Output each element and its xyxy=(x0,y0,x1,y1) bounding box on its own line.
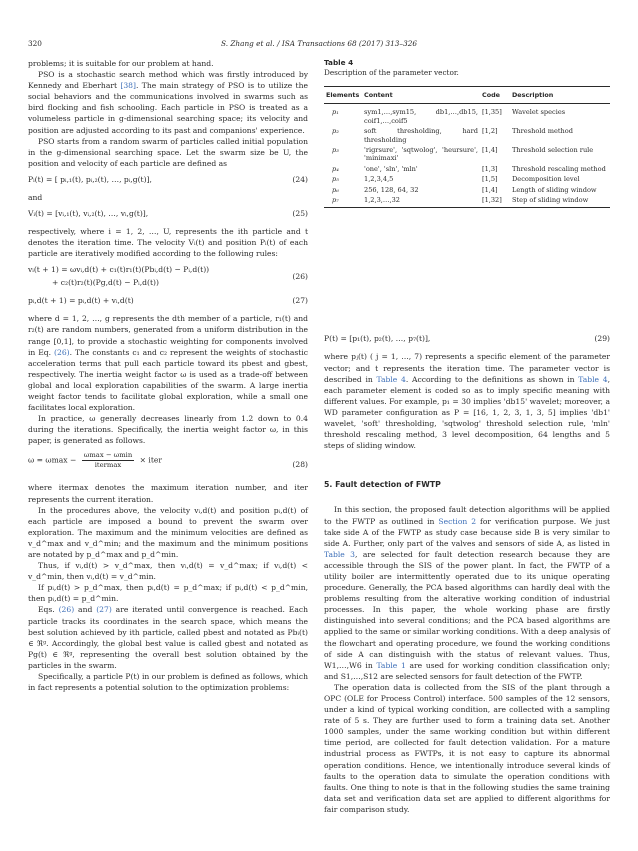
paragraph: where pⱼ(t) ( j = 1, …, 7) represents a specific element of the parameter vector; and t represents the iteration time. The parameter vector is described in Table 4. According to the definitions as shown in Table 4, each parameter element is coded so as to imply specific meaning with different values. For example, p₁ = 30 implies 'db15' wavelet; moreover, a WD parameter configuration as P = [16, 1, 2, 3, 1, 3, 5] implies 'db1' wavelet, 'soft' thresholding, 'sqtwolog' threshold selection rule, 'mln' threshold rescaling method, 3 level decomposition, 64 lengths and 5 steps of sliding window. xyxy=(324,352,611,451)
left-column xyxy=(28,58,308,693)
paragraph: In practice, ω generally decreases linearly from 1.2 down to 0.4 during the iterations. Specifically, the inertia weight factor ω, in this paper, is generated as follows. xyxy=(28,414,308,446)
paragraph: If pᵢ,d(t) > p_d^max, then pᵢ,d(t) = p_d^max; if pᵢ,d(t) < p_d^min, then pᵢ,d(t) = p_d^min. xyxy=(28,583,308,604)
table-row: p₆ 256, 128, 64, 32 [1,4] Length of sliding window xyxy=(332,185,597,194)
table-row: p₁ sym1,…,sym15, db1,…,db15, coif1,…,coif5 [1,35] Wavelet species xyxy=(332,108,566,125)
paragraph: The operation data is collected from the SIS of the plant through a OPC (OLE for Process Control) interface. 500 samples of the 12 sensors, under a kind of typical working condition, are collected with a sampling rate of 5 s. They are further used to form a training data set. Another 1000 samples, under the same working condition but within different time period, are collected for fault detection validation. For a mature industrial process as FWTPs, it is not easy to capture its abnormal operation conditions. Hence, we intentionally introduce several kinds of faults to the operation data to simulate the operation conditions with faults. One thing to note is that in the following studies the same training data set and verification data set are applied to different algorithms for fair comparison study. xyxy=(324,682,610,814)
equation-29: P(t) = [p₁(t), p₂(t), …, p₇(t)], (29) xyxy=(324,334,610,344)
citation-link[interactable]: [38] xyxy=(120,81,136,91)
table-header: Content xyxy=(362,87,480,104)
equation-link[interactable]: (27) xyxy=(96,605,112,615)
equation-link[interactable]: (26) xyxy=(58,605,75,615)
table-header: Description xyxy=(510,87,610,104)
table-link[interactable]: Table 4 xyxy=(376,374,406,384)
table-row: p₄ 'one', 'sln', 'mln' [1,3] Threshold rescaling method xyxy=(332,164,606,173)
table-link[interactable]: Table 1 xyxy=(376,660,406,670)
equation-26: vᵢ(t + 1) = ωvᵢ,d(t) + c₁(t)r₁(t)(Pbᵢ,d(t) − Pᵢ,d(t)) + c₂(t)r₂(t)(Pg,d(t) − Pᵢ,d(t)) (26) xyxy=(28,265,308,288)
equation-number: (24) xyxy=(292,174,308,184)
equation-27: pᵢ,d(t + 1) = pᵢ,d(t) + vᵢ,d(t) (27) xyxy=(28,296,308,306)
paragraph: Thus, if vᵢ,d(t) > v_d^max, then vᵢ,d(t) = v_d^max; if vᵢ,d(t) < v_d^min, then vᵢ,d(t) = v_d^min. xyxy=(28,561,308,582)
equation-number: (25) xyxy=(292,209,308,219)
table-row: p₅ 1,2,3,4,5 [1,5] Decomposition level xyxy=(332,175,580,184)
table-header: Code xyxy=(480,87,510,104)
equation-25: Vᵢ(t) = [vᵢ,₁(t), vᵢ,₂(t), …, vᵢ,g(t)], (25) xyxy=(28,209,308,219)
table-row: p₃ 'rigrsure', 'sqtwolog', 'heursure', 'minimaxi' [1,4] Threshold selection rule xyxy=(332,146,594,163)
paragraph: respectively, where i = 1, 2, …, U, represents the ith particle and t denotes the iteration time. The velocity Vᵢ(t) and position Pᵢ(t) of each particle are iteratively modified according to the following rules: xyxy=(28,227,308,259)
table-link[interactable]: Table 4 xyxy=(578,374,608,384)
paragraph-pso-intro: PSO is a stochastic search method which was firstly introduced by Kennedy and Eberhart [38]. The main strategy of PSO is to utilize the social behaviors and the communications involved in swarms such as bird flocking and fish schooling. Each particle in PSO is treated as a volumeless particle in g-dimensional searching space; its velocity and position are adjusted according to its past and companions' experience. xyxy=(28,70,308,135)
equation-number: (28) xyxy=(292,460,308,470)
paragraph: problems; it is suitable for our problem at hand. xyxy=(28,59,214,68)
page-number: 320 xyxy=(28,39,42,48)
paragraph: PSO starts from a random swarm of particles called initial population in the g-dimensional searching space. Let the swarm size be U, the position and velocity of each particle are defined as xyxy=(28,136,308,168)
table-row: p₂ soft thresholding, hard thresholding [1,2] Threshold method xyxy=(332,127,573,144)
equation-number: (29) xyxy=(594,334,610,344)
page-header xyxy=(0,37,638,51)
right-column xyxy=(324,58,610,815)
section-link[interactable]: Section 2 xyxy=(438,516,477,526)
equation-number: (27) xyxy=(292,296,308,306)
paragraph: In this section, the proposed fault detection algorithms will be applied to the FWTP as outlined in Section 2 for verification purpose. We just take side A of the FWTP as study case because side B is very similar to side A. Further, only part of the valves and sensors of side A, as listed in Table 3, are selected for fault detection research because they are accessible through the SIS of the power plant. In fact, the FWTP of a utility boiler are intermittently operated due to its unique operating procedure. Generally, the PCA based algorithms can hardly deal with the problems resulting from the alterative working condition of industrial processes. In this paper, the whole working phase are firstly distinguished into several conditions; and the PCA based algorithms are applied to the same or similar working conditions. With a deep analysis of the flowchart and operating procedure, we found the working conditions of side A can distinguish with the status of relevant values. Thus, W1,…,W6 in Table 1 are used for working condition classification only; and S1,…,S12 are selected sensors for fault detection of the FWTP. xyxy=(324,505,611,681)
paragraph: where d = 1, 2, …, g represents the dth member of a particle, r₁(t) and r₂(t) are random numbers, generated from a uniform distribution in the range [0,1], to provide a stochastic weighting for components involved in Eq. (26). The constants c₁ and c₂ represent the weights of stochastic acceleration terms that pull each particle toward its pbest and gbest, respectively. The inertia weight factor ω is used as a trade-off between global and local exploration capabilities of the swarm. A large inertia weight factor tends to facilitate global exploration, while a small one facilitates local exploration. xyxy=(28,314,308,413)
paragraph: where itermax denotes the maximum iteration number, and iter represents the current iteration. xyxy=(28,483,308,504)
table-row: p₇ 1,2,3,…,32 [1,32] Step of sliding window xyxy=(324,195,610,208)
equation-28: ω = ωmax − ωmax − ωmin itermax × iter (28) xyxy=(28,451,308,470)
equation-link[interactable]: (26) xyxy=(54,347,70,357)
table-header: Elements xyxy=(324,87,362,104)
table-label: Table 4 xyxy=(324,58,354,67)
parameter-table xyxy=(324,86,610,208)
paragraph: Eqs. (26) and (27) are iterated until convergence is reached. Each particle tracks its coordinates in the search space, which means the best solution achieved by ith particle, called pbest and notated as Pbᵢ(t) ∈ ℜᵍ. Accordingly, the global best value is called gbest and notated as Pg(t) ∈ ℜᵍ, representing the overall best solution obtained by the particles in the swarm. xyxy=(28,605,308,670)
paragraph: In the procedures above, the velocity vᵢ,d(t) and position pᵢ,d(t) of each particle are imposed a bound to prevent the swarm over exploration. The maximum and the minimum velocities are defined as v_d^max and v_d^min; and the maximum and the minimum positions are notated by p_d^max and p_d^min. xyxy=(28,505,308,559)
equation-number: (26) xyxy=(292,272,308,282)
equation-24: Pᵢ(t) = [ pᵢ,₁(t), pᵢ,₂(t), …, pᵢ,g(t)], (24) xyxy=(28,174,308,184)
table-link[interactable]: Table 3 xyxy=(324,549,356,559)
table-caption: Table 4 Description of the parameter vector. xyxy=(324,58,459,77)
paragraph: and xyxy=(28,192,43,202)
section-heading: 5. Fault detection of FWTP xyxy=(324,480,441,490)
paragraph: Specifically, a particle P(t) in our problem is defined as follows, which in fact represents a potential solution to the optimization problems: xyxy=(28,672,308,693)
running-title: S. Zhang et al. / ISA Transactions 68 (2017) 313–326 xyxy=(220,39,418,48)
